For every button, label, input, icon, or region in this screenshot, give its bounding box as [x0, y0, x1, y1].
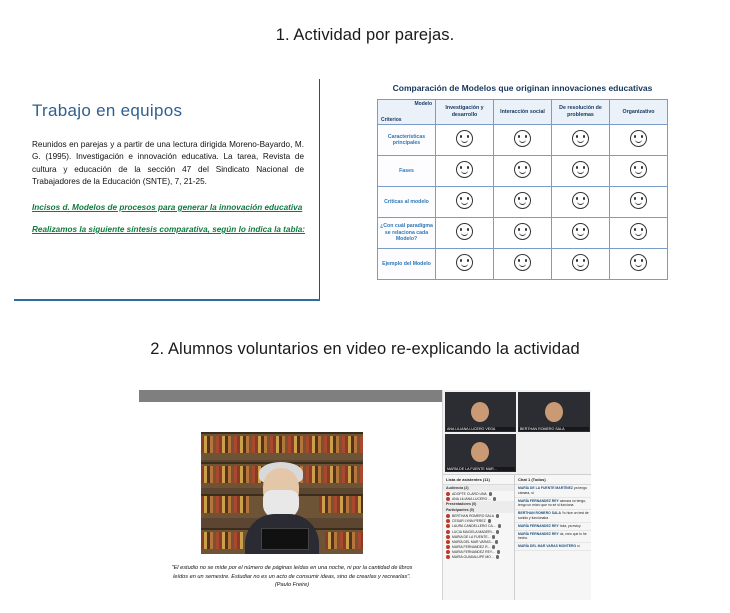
avatar: [446, 550, 450, 554]
attendee-name: BERTHAN ROMERO SALA: [452, 513, 494, 518]
slide-paragraph: Reunidos en parejas y a partir de una lectura dirigida Moreno-Bayardo, M. G. (1995). Investigación e innovación educativa. La tarea, Revista de cultura y educación de la sección 47 del Sindicato Nacional de Trabajadores de la Educación (SNTE), 7, 21-25.: [32, 140, 304, 186]
avatar: [446, 497, 450, 501]
comparison-table: [377, 99, 668, 280]
table-cell: [610, 249, 668, 280]
participant-tile[interactable]: [445, 392, 516, 432]
table-cell: [494, 156, 552, 187]
chat-text: si: [577, 544, 580, 549]
table-cell: [552, 218, 610, 249]
smiley-face-icon: [572, 161, 589, 178]
attendee-name: ANA LILIANA LUCERO ...: [452, 496, 492, 501]
slide-green-line-2: Realizamos la siguiente síntesis comparativa, según lo indica la tabla:: [32, 225, 306, 234]
mic-icon: [493, 497, 496, 501]
chat-author: MARÍA FERNANDEZ REY: [518, 523, 559, 528]
smiley-face-icon: [456, 192, 473, 209]
attendee-group-label: Participantes (9): [443, 507, 514, 513]
table-cell: [552, 249, 610, 280]
smiley-face-icon: [514, 130, 531, 147]
slide-bottom-rule: [14, 299, 320, 301]
smiley-face-icon: [456, 161, 473, 178]
avatar: [446, 519, 450, 523]
table-cell: [436, 249, 494, 280]
table-cell: [436, 218, 494, 249]
photo-open-book: [261, 528, 309, 550]
avatar: [446, 524, 450, 528]
attendee-name: LAURA CANDELLERO CA...: [452, 524, 496, 529]
slide-comparacion-modelos: [370, 79, 675, 301]
chat-text: Yo hice un test de sonido y funcionaba: [518, 511, 589, 520]
mic-icon: [496, 514, 499, 518]
row-header: ¿Con cuál paradigma se relaciona cada Modelo?: [378, 218, 436, 249]
smiley-face-icon: [630, 130, 647, 147]
smiley-face-icon: [456, 130, 473, 147]
mic-icon: [496, 555, 499, 559]
paulo-freire-photo: [201, 432, 363, 554]
smiley-face-icon: [630, 254, 647, 271]
table-cell: [494, 249, 552, 280]
section-heading-2: 2. Alumnos voluntarios en video re-explicando la actividad: [150, 340, 580, 358]
smiley-face-icon: [514, 254, 531, 271]
corner-top-label: Modelo: [414, 101, 432, 107]
chat-text: ya tengo cámara, sí: [518, 486, 587, 495]
chat-message: [515, 498, 591, 511]
slide-title: Trabajo en equipos: [32, 101, 183, 120]
column-header: Investigación y desarrollo: [436, 100, 494, 125]
chat-message: [515, 510, 591, 523]
table-cell: [552, 156, 610, 187]
slide-trabajo-en-equipos: [10, 79, 320, 301]
avatar: [446, 530, 450, 534]
smiley-face-icon: [514, 192, 531, 209]
chat-panel: [515, 475, 591, 600]
video-top-bar: [139, 390, 442, 402]
mic-icon: [492, 535, 495, 539]
mic-icon: [495, 540, 498, 544]
mic-icon: [497, 550, 500, 554]
attendees-panel: [443, 475, 515, 600]
table-row: [378, 187, 668, 218]
table-cell: [494, 187, 552, 218]
mic-icon: [496, 530, 499, 534]
row-header: Críticas al modelo: [378, 187, 436, 218]
table-cell: [552, 187, 610, 218]
chat-author: MARÍA DEL MAR VARAS MONTERO: [518, 544, 577, 549]
chat-text: hola, ya estoy: [559, 523, 581, 528]
table-row: [378, 249, 668, 280]
chat-text: cámara no tengo, tengo un micro que no sé si funciona: [518, 498, 587, 508]
column-header: De resolución de problemas: [552, 100, 610, 125]
attendee-group-label: Presentadores (0): [443, 501, 514, 507]
table-cell: [610, 187, 668, 218]
participant-name: ANA LILIANA LUCERO VEGA: [446, 427, 515, 431]
table-cell: [610, 156, 668, 187]
smiley-face-icon: [514, 161, 531, 178]
smiley-face-icon: [630, 223, 647, 240]
chat-text: ok, creo que lo he hecho: [518, 531, 587, 541]
avatar: [446, 514, 450, 518]
table-cell: [494, 125, 552, 156]
meeting-panel: [442, 390, 591, 600]
chat-message: [515, 543, 591, 551]
table-corner-cell: [378, 100, 436, 125]
video-main-stage: [139, 402, 442, 600]
avatar: [446, 492, 450, 496]
table-cell: [436, 156, 494, 187]
avatar: [446, 540, 450, 544]
attendee-name: MARÍA DEL MAR VARAS...: [452, 539, 494, 544]
smiley-face-icon: [514, 223, 531, 240]
attendee-name: CESAR LYNN PÉREZ: [452, 519, 486, 524]
smiley-face-icon: [456, 223, 473, 240]
freire-quote: "El estudio no se mide por el número de páginas leídas en una noche, ni por la cantidad de libros leídos en un semestre. Estudiar no es un acto de consumir ideas, sino de crearlas y recrearlas". (Paulo Freire): [171, 565, 413, 589]
mic-icon: [489, 492, 492, 496]
attendee-group-label: Audiencia (2): [443, 485, 514, 491]
mic-icon: [488, 519, 491, 523]
attendee-name: MARÍA FERNANDEZ REY...: [452, 550, 495, 555]
table-row: [378, 156, 668, 187]
smiley-face-icon: [456, 254, 473, 271]
smiley-face-icon: [630, 192, 647, 209]
comparison-table-title: Comparación de Modelos que originan innovaciones educativas: [392, 83, 653, 93]
chat-message: [515, 531, 591, 544]
participant-tile[interactable]: [445, 434, 516, 472]
attendees-header: Lista de asistentes (11): [443, 475, 514, 485]
attendee-item[interactable]: [443, 555, 514, 560]
chat-message: [515, 485, 591, 498]
attendee-name: MARÍA FERNANDEZ R...: [452, 545, 491, 550]
mic-icon: [492, 545, 495, 549]
corner-bottom-label: Criterios: [381, 116, 402, 123]
column-header: Interacción social: [494, 100, 552, 125]
table-cell: [494, 218, 552, 249]
smiley-face-icon: [572, 254, 589, 271]
table-cell: [610, 125, 668, 156]
meeting-lower-panels: [443, 474, 591, 600]
smiley-face-icon: [630, 161, 647, 178]
row-header: Características principales: [378, 125, 436, 156]
table-row: [378, 125, 668, 156]
avatar: [446, 555, 450, 559]
slide-video-screenshot: [139, 390, 591, 600]
chat-author: MARÍA DE LA FUENTE MARTÍNEZ: [518, 486, 573, 491]
table-row: [378, 218, 668, 249]
participant-name: MARÍA DE LA FUENTE MAR...: [446, 467, 515, 471]
row-header: Fases: [378, 156, 436, 187]
chat-author: MARÍA FERNANDEZ REY: [518, 531, 559, 536]
participant-name: BERTHAN ROMERO SALA: [519, 427, 589, 431]
avatar: [446, 545, 450, 549]
attendee-name: LUCIA MACIELA MADERI...: [452, 529, 495, 534]
smiley-face-icon: [572, 130, 589, 147]
row-header: Ejemplo del Modelo: [378, 249, 436, 280]
chat-author: MARÍA FERNANDEZ REY: [518, 498, 559, 503]
chat-header: Chat 1 (Todos): [515, 475, 591, 485]
attendee-name: MARIA DE LA FUENTE...: [452, 534, 491, 539]
participant-tile[interactable]: [518, 392, 590, 432]
column-header: Organizativo: [610, 100, 668, 125]
section-heading-1: 1. Actividad por parejas.: [275, 26, 455, 44]
table-cell: [436, 187, 494, 218]
attendee-name: MARÍA GUADALUPE MO...: [452, 555, 494, 560]
smiley-face-icon: [572, 223, 589, 240]
chat-author: BERTHAN ROMERO SALA: [518, 511, 561, 516]
chat-message: [515, 523, 591, 531]
avatar: [446, 535, 450, 539]
slide-green-line-1: Incisos d. Modelos de procesos para generar la innovación educativa: [32, 203, 303, 212]
attendee-name: ADOPTE CLARO UNA: [452, 491, 487, 496]
mic-icon: [498, 524, 501, 528]
table-cell: [436, 125, 494, 156]
table-header-row: [378, 100, 668, 125]
table-cell: [610, 218, 668, 249]
table-cell: [552, 125, 610, 156]
smiley-face-icon: [572, 192, 589, 209]
